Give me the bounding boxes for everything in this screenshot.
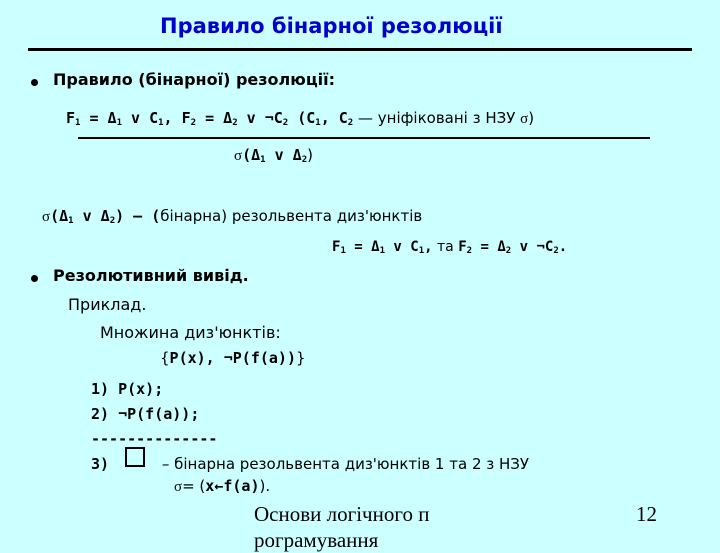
empty-clause-box-icon	[125, 447, 145, 467]
title-underline	[28, 48, 692, 51]
clause-set: {P(x), ¬P(f(a))}	[160, 349, 306, 367]
slide-title: Правило бінарної резолюції	[160, 14, 503, 38]
rule-heading: Правило (бінарної) резолюції:	[53, 70, 336, 89]
step-1: 1) P(x);	[91, 380, 164, 398]
example-label: Приклад.	[68, 295, 147, 314]
footer-course: Основи логічного п	[254, 502, 430, 526]
derivation-separator: --------------	[91, 430, 218, 448]
inference-line	[78, 137, 650, 139]
substitution-line: σ= (x←f(a)).	[174, 477, 271, 495]
resolvent-line: $\sigma(\Delta_1$ v $\Delta_2$) – (бінарна) резольвента диз'юнктів	[42, 207, 423, 226]
derivation-heading: Резолютивний вивід.	[53, 266, 249, 285]
conclusion-line: $\sigma(\Delta_1$ v $\Delta_2$)	[234, 146, 313, 165]
step-3: 3) – бінарна резольвента диз'юнктів 1 та 2 з НЗУ	[91, 447, 529, 473]
resolvent-parents: $F_1 = \Delta_1$ v $C_1$, та $F_2 = \Delta_2$ v $\neg C_2$.	[332, 239, 568, 256]
step-2: 2) ¬P(f(a));	[91, 405, 200, 423]
bullet-dot	[31, 79, 38, 86]
footer-course-continuation: рограмування	[254, 528, 379, 552]
page-number: 12	[636, 502, 657, 526]
set-label: Множина диз'юнктів:	[100, 323, 281, 342]
bullet-dot	[31, 275, 38, 282]
premise-line: $F_1 = \Delta_1$ v $C_1$, $F_2 = \Delta_2$ v $\neg C_2$ ($C_1$, $C_2$ — уніфіковані з НЗУ σ)	[66, 109, 535, 128]
